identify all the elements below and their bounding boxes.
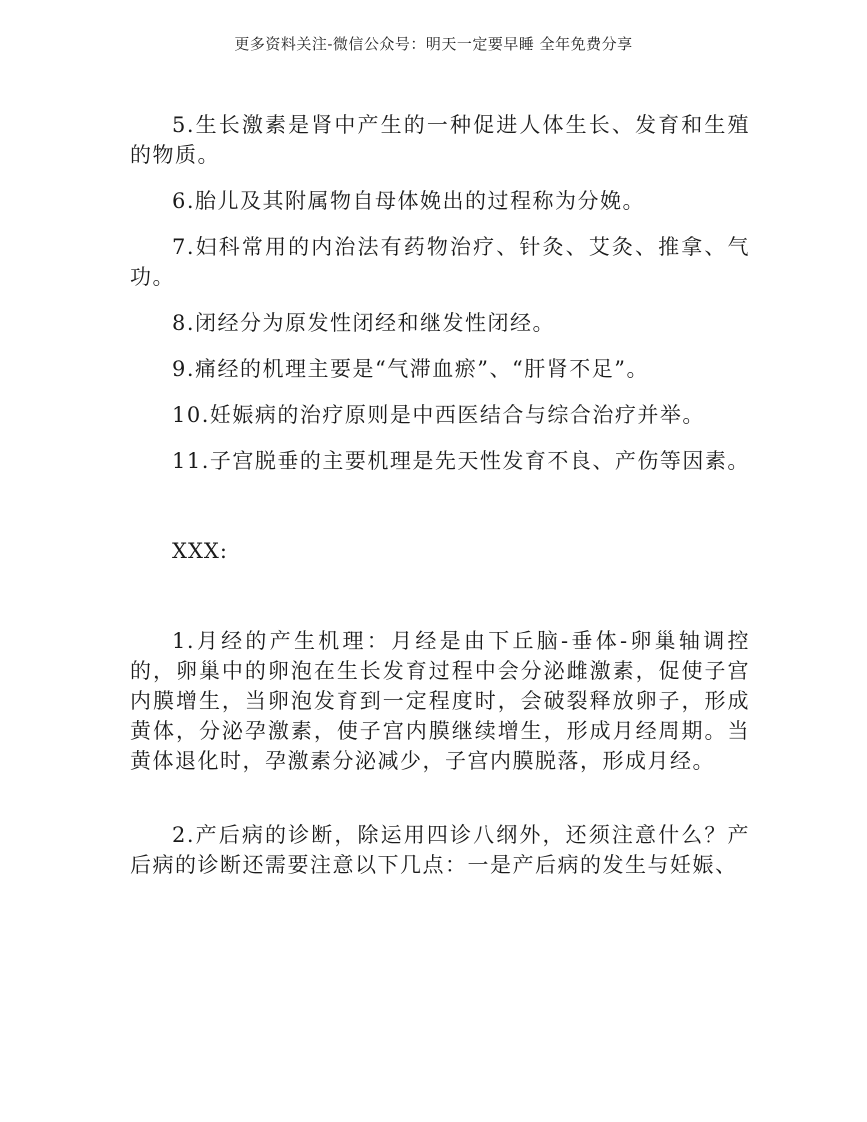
list-item: 9.痛经的机理主要是“气滞血瘀”、“肝肾不足”。: [172, 357, 649, 381]
list-item: 6.胎儿及其附属物自母体娩出的过程称为分娩。: [172, 189, 646, 213]
list-item: 8.闭经分为原发性闭经和继发性闭经。: [172, 311, 556, 335]
list-item: 1.月经的产生机理：月经是由下丘脑-垂体-卵巢轴调控的，卵巢中的卵泡在生长发育过程中会分泌雌激素，促使子宫内膜增生，当卵泡发育到一定程度时，会破裂释放卵子，形成黄体，分泌孕激素，使子宫内膜继续增生，形成月经周期。当黄体退化时，孕激素分泌减少，子宫内膜脱落，形成月经。: [130, 629, 750, 773]
list-item: 11.子宫脱垂的主要机理是先天性发育不良、产伤等因素。: [172, 449, 750, 473]
list-item: 10.妊娠病的治疗原则是中西医结合与综合治疗并举。: [172, 403, 705, 427]
document-body: [130, 110, 750, 896]
list-item: 5.生长激素是肾中产生的一种促进人体生长、发育和生殖的物质。: [130, 113, 750, 167]
section-title: XXX:: [172, 539, 228, 563]
page-header: 更多资料关注-微信公众号：明天一定要早睡 全年免费分享: [234, 35, 633, 53]
list-item: 7.妇科常用的内治法有药物治疗、针灸、艾灸、推拿、气功。: [130, 235, 750, 289]
list-item: 2.产后病的诊断，除运用四诊八纲外，还须注意什么？产后病的诊断还需要注意以下几点：一是产后病的发生与妊娠、: [130, 823, 750, 877]
